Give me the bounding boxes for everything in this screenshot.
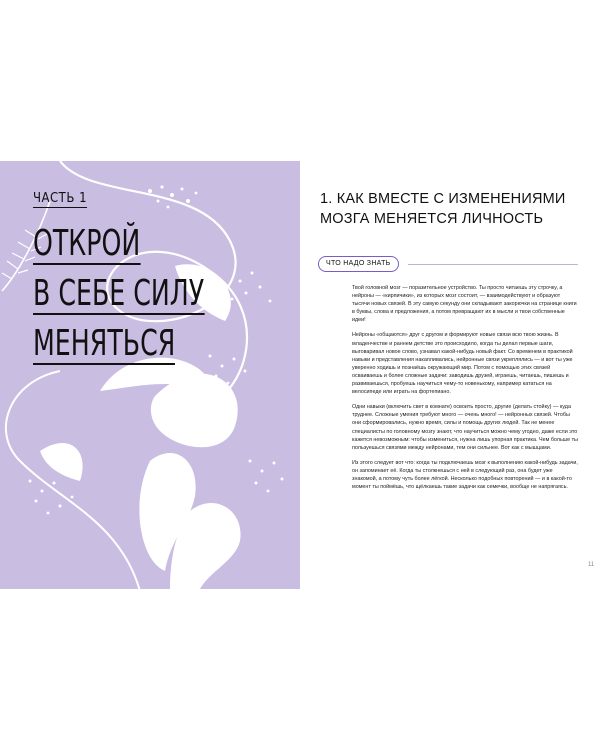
chapter-page xyxy=(300,161,600,589)
leaf-shape xyxy=(40,443,83,481)
part-opener-page xyxy=(0,161,300,589)
section-badge: ЧТО НАДО ЗНАТЬ xyxy=(318,256,399,272)
part-title-line: В СЕБЕ СИЛУ xyxy=(33,273,205,314)
book-spread xyxy=(0,161,600,589)
body-text xyxy=(352,284,578,498)
swirl-line xyxy=(6,371,140,589)
paragraph: Нейроны «общаются» друг с другом и формируют новые связи всю твою жизнь. В младенчестве и раннем детстве это происходило, когда ты делал первые шаги, выговаривал новое слово, узнавал какой-нибудь новый факт. Со временем в практикой навыки и представления накапливались, нейронные связи укреплялись — и вот ты уже уверенно ходишь и познаёшь окружающий мир. Потом с помощью этих связей осваиваешь и более сложные задачи: заводишь друзей, играешь, читаешь, пишешь и развиваешься, пробуешь научиться чему-то новенькому, например кататься на велосипеде или играть на фортепиано. xyxy=(352,332,573,396)
paragraph: Одни навыки (включить свет в комнате) освоить просто, другие (делать стойку) — куда труднее. Сложные умения требуют много — очень много! — нейронных связей. Чтобы они сформировались, нужно время, силы и помощь других людей. Так не менее специалисты по головному мозгу знают, что научиться можно чему угодно, даже если это кажется невозможным: чтобы измениться, нужна лишь упорная практика. Чем больше ты пользуешься связями между нейронами, тем они сильнее. Вот как с мышцами. xyxy=(352,404,578,451)
part-label: ЧАСТЬ 1 xyxy=(33,191,88,206)
page-number: 11 xyxy=(588,562,595,568)
paragraph: Твой головной мозг — поразительное устройство. Ты просто читаешь эту строчку, а нейроны — «кирпичики», из которых мозг состоит, — взаимодействуют и образуют тысячи новых связей. В эту самую секунду они складывают закорючки на странице книги в буквы, слова и предложения, а потом превращают их в мысли и твои собственные идеи! xyxy=(352,285,577,324)
part-title-line: ОТКРОЙ xyxy=(33,223,141,264)
paragraph: Из этого следует вот что: когда ты подключаешь мозг к выполнению какой-нибудь задачи, он запоминает её. Когда ты столкнешься с ней в следующий раз, она будет уже знакомой, а потому чуть более лёгкой. Несколько подобных повторений — и в какой-то момент ты поймёшь, что щёлкаешь такие задачи как семечки, вообще не напрягаясь. xyxy=(352,459,578,491)
chapter-title: 1. КАК ВМЕСТЕ С ИЗМЕНЕНИЯМИ МОЗГА МЕНЯЕТСЯ ЛИЧНОСТЬ xyxy=(320,191,566,227)
divider xyxy=(408,264,578,265)
part-title-line: МЕНЯТЬСЯ xyxy=(33,323,176,364)
